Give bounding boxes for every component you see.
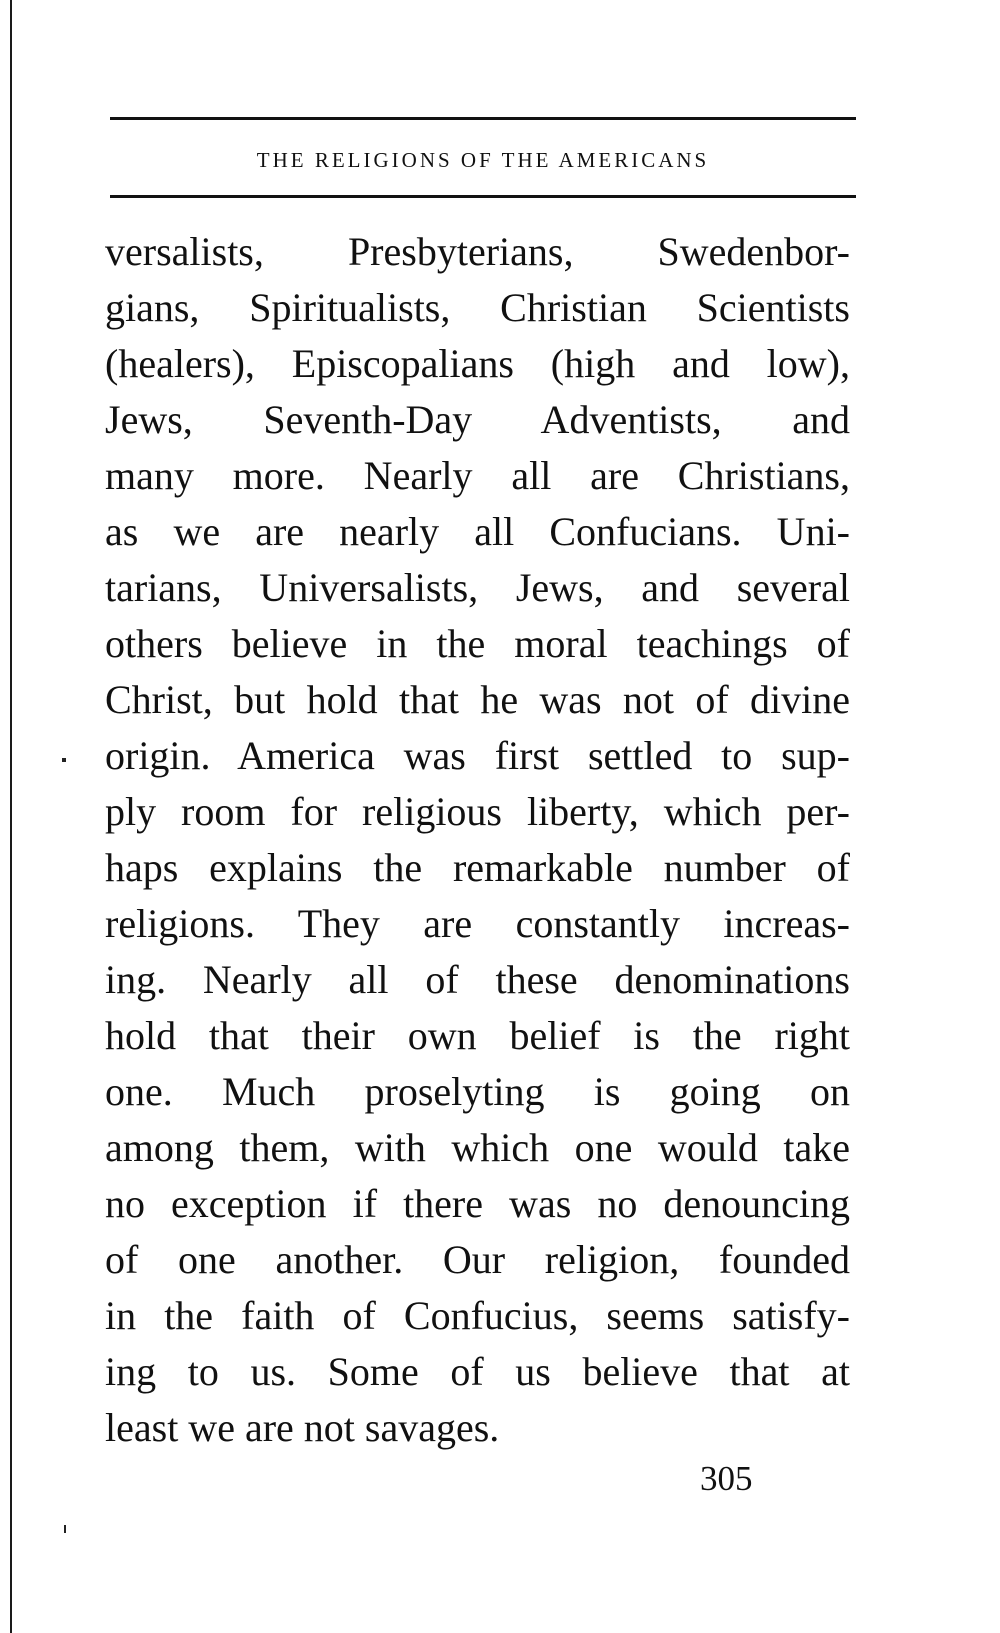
text-line: one. Much proselyting is going on xyxy=(105,1069,850,1114)
page-binding-edge xyxy=(10,0,12,1633)
text-line: in the faith of Confucius, seems satisfy- xyxy=(105,1293,850,1338)
header-rule-top xyxy=(110,117,856,120)
text-line: religions. They are constantly increas- xyxy=(105,901,850,946)
text-line: others believe in the moral teachings of xyxy=(105,621,850,666)
running-head: THE RELIGIONS OF THE AMERICANS xyxy=(256,148,710,172)
text-line: Jews, Seventh-Day Adventists, and xyxy=(105,397,850,442)
body-paragraph xyxy=(105,224,850,1456)
text-line: (healers), Episcopalians (high and low), xyxy=(105,341,850,386)
text-line: as we are nearly all Confucians. Uni- xyxy=(105,509,850,554)
text-line: versalists, Presbyterians, Swedenbor- xyxy=(105,229,850,274)
text-line: no exception if there was no denouncing xyxy=(105,1181,850,1226)
text-line: least we are not savages. xyxy=(105,1405,500,1450)
text-line: tarians, Universalists, Jews, and several xyxy=(105,565,850,610)
page-number: 305 xyxy=(700,1459,753,1498)
text-line: ply room for religious liberty, which per- xyxy=(105,789,850,834)
header-rule-bottom xyxy=(110,195,856,198)
text-line: ing to us. Some of us believe that at xyxy=(105,1349,850,1394)
margin-tick xyxy=(64,1525,66,1533)
text-line: ing. Nearly all of these denominations xyxy=(105,957,850,1002)
text-line: many more. Nearly all are Christians, xyxy=(105,453,850,498)
text-line: gians, Spiritualists, Christian Scientists xyxy=(105,285,850,330)
text-line: origin. America was first settled to sup- xyxy=(105,733,850,778)
text-line: haps explains the remarkable number of xyxy=(105,845,850,890)
text-line: Christ, but hold that he was not of divine xyxy=(105,677,850,722)
text-line: hold that their own belief is the right xyxy=(105,1013,850,1058)
text-line: among them, with which one would take xyxy=(105,1125,850,1170)
text-line: of one another. Our religion, founded xyxy=(105,1237,850,1282)
margin-dot xyxy=(62,758,66,762)
